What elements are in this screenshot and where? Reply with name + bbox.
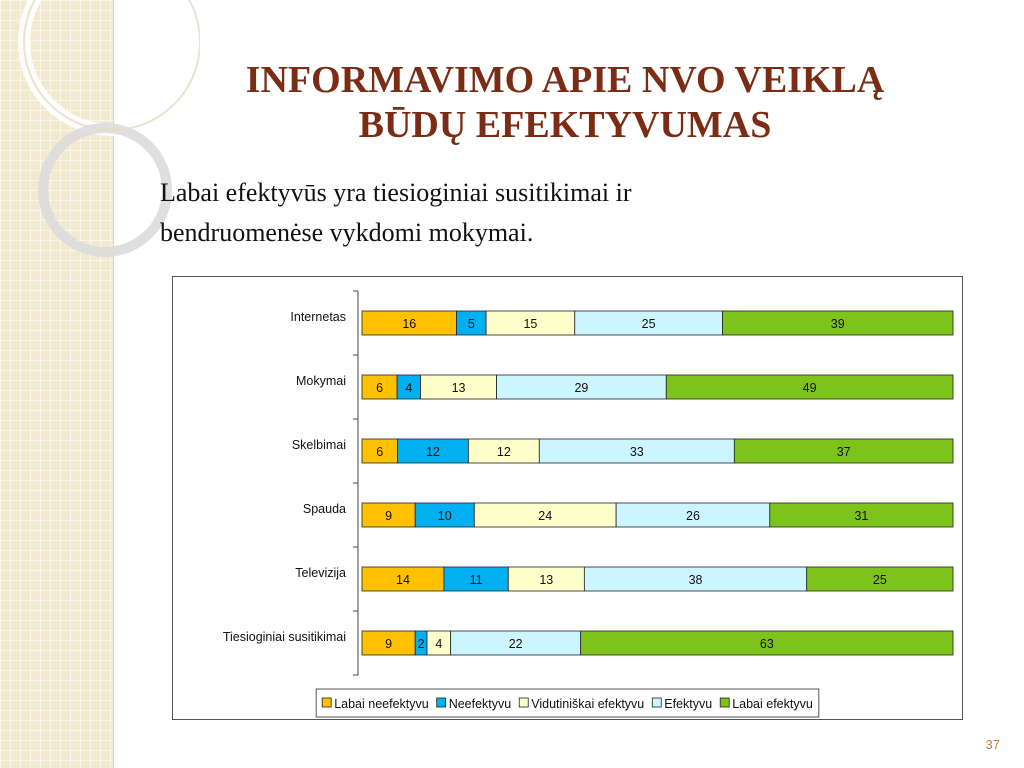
data-label: 29 [574,381,589,395]
data-label: 33 [629,445,644,459]
legend-swatch [437,698,446,707]
data-label: 26 [686,509,700,523]
slide-subtitle-line-2: bendruomenėse vykdomi mokymai. [160,218,534,247]
data-label: 4 [405,381,413,395]
data-label: 11 [469,573,483,587]
data-label: 10 [437,509,452,523]
category-label: Televizija [295,566,346,580]
data-label: 9 [385,509,393,523]
data-label: 13 [451,381,466,395]
page-number: 37 [985,737,1000,752]
slide-subtitle-line-1: Labai efektyvūs yra tiesioginiai susitikimai ir [160,178,632,207]
legend-label: Labai neefektyvu [334,697,429,711]
data-label: 6 [376,381,384,395]
slide-subtitle [160,173,880,253]
legend-swatch [322,698,331,707]
data-label: 6 [376,445,384,459]
data-label: 25 [641,317,656,331]
data-label: 13 [539,573,554,587]
legend-label: Labai efektyvu [732,697,813,711]
data-label: 5 [467,317,475,331]
category-label: Skelbimai [291,438,346,452]
data-label: 12 [425,445,440,459]
chart-frame [172,276,963,720]
data-label: 25 [872,573,887,587]
data-label: 38 [688,573,703,587]
data-label: 22 [508,637,523,651]
category-label: Spauda [302,502,346,516]
legend-label: Efektyvu [664,697,713,711]
data-label: 12 [496,445,511,459]
legend-label: Vidutiniškai efektyvu [531,697,645,711]
data-label: 49 [802,381,817,395]
data-label: 15 [523,317,538,331]
legend-swatch [720,698,729,707]
data-label: 9 [385,637,393,651]
data-label: 14 [396,573,410,587]
legend-label: Neefektyvu [448,697,512,711]
data-label: 31 [854,509,869,523]
slide-title-line-2: BŪDŲ EFEKTYVUMAS [358,104,772,146]
data-label: 4 [435,637,443,651]
data-label: 37 [836,445,851,459]
data-label: 16 [402,317,417,331]
stacked-bar-chart [173,277,962,719]
category-label: Internetas [290,310,346,324]
data-label: 39 [830,317,845,331]
slide-title-line-1: INFORMAVIMO APIE NVO VEIKLĄ [245,59,885,101]
data-label: 2 [417,637,425,651]
legend-swatch [652,698,661,707]
legend-swatch [519,698,528,707]
category-label: Mokymai [295,374,346,388]
data-label: 63 [759,637,774,651]
category-label: Tiesioginiai susitikimai [222,630,346,644]
data-label: 24 [538,509,553,523]
slide-title [150,58,980,148]
